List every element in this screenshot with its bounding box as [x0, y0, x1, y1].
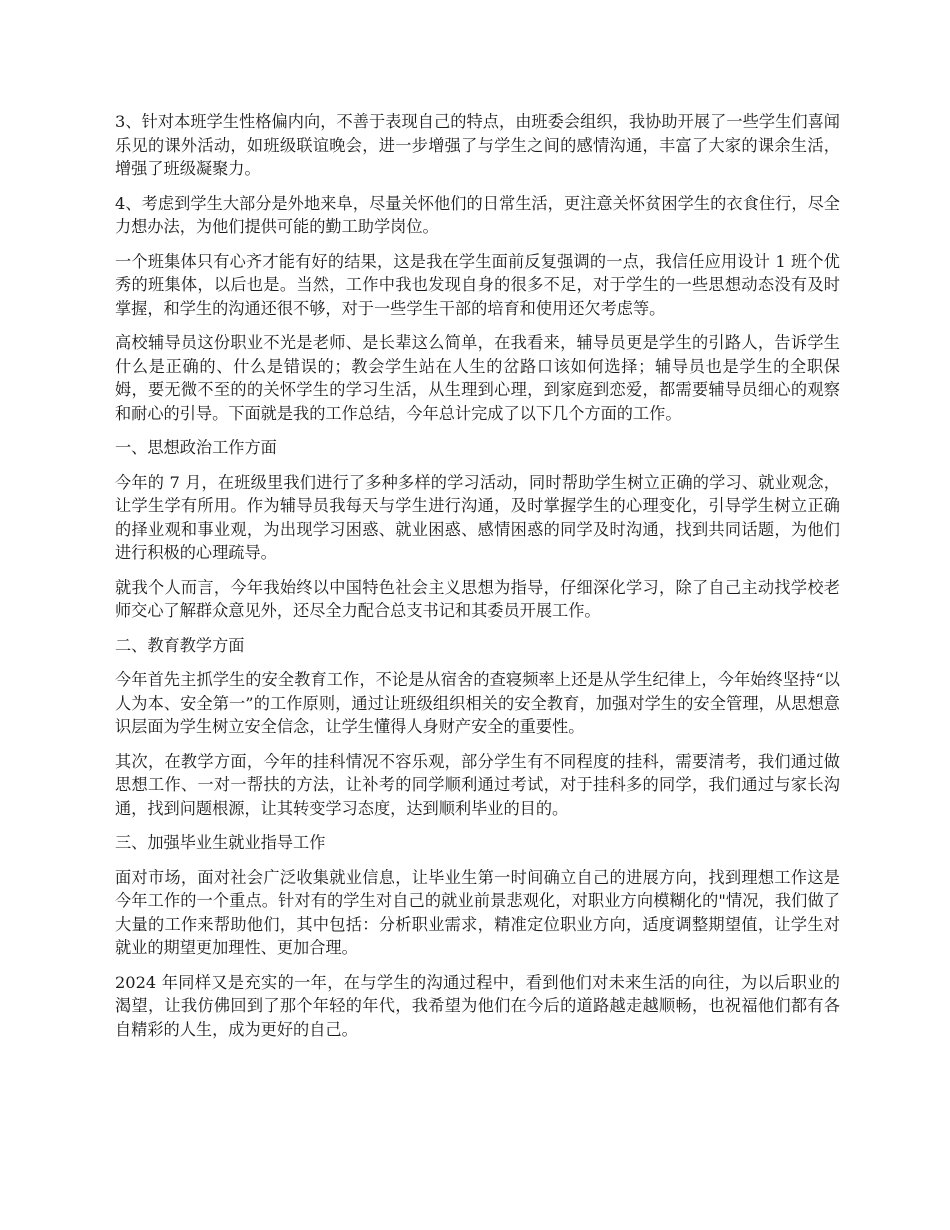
paragraph-personal-study: 就我个人而言，今年我始终以中国特色社会主义思想为指导，仔细深化学习，除了自己主动找学校老师交心了解群众意见外，还尽全力配合总支书记和其委员开展工作。	[115, 577, 840, 620]
paragraph-student-care: 4、考虑到学生大部分是外地来阜，尽量关怀他们的日常生活，更注意关怀贫困学生的衣食住行，尽全力想办法，为他们提供可能的勤工助学岗位。	[115, 193, 840, 236]
section-heading-teaching: 二、教育教学方面	[115, 635, 245, 655]
section-heading-ideology: 一、思想政治工作方面	[115, 438, 277, 457]
paragraph-job-guidance: 面对市场，面对社会广泛收集就业信息，让毕业生第一时间确立自己的进展方向，找到理想工作这是今年工作的一个重点。针对有的学生对自己的就业前景悲观化，对职业方向模糊化的"情况，我们做了大量的工作来帮助他们，其中包括：分析职业需求，精准定位职业方向，适度调整期望值，让学生对就业的期望更加理性、更加合理。	[115, 867, 840, 957]
paragraph-exam-failures: 其次，在教学方面，今年的挂科情况不容乐观，部分学生有不同程度的挂科，需要清考，我们通过做思想工作、一对一帮扶的方法，让补考的同学顺利通过考试，对于挂科多的同学，我们通过与家长沟通，找到问题根源，让其转变学习态度，达到顺利毕业的目的。	[115, 751, 840, 818]
paragraph-class-unity: 一个班集体只有心齐才能有好的结果，这是我在学生面前反复强调的一点，我信任应用设计 1 班个优秀的班集体，以后也是。当然，工作中我也发现自身的很多不足，对于学生的一些思想动态没有及时掌握，和学生的沟通还很不够，对于一些学生干部的培育和使用还欠考虑等。	[115, 251, 840, 318]
paragraph-july-activities: 今年的 7 月，在班级里我们进行了多种多样的学习活动，同时帮助学生树立正确的学习、就业观念，让学生学有所用。作为辅导员我每天与学生进行沟通，及时掌握学生的心理变化，引导学生树立正确的择业观和事业观，为出现学习困惑、就业困惑、感情困惑的同学及时沟通，找到共同话题，为他们进行积极的心理疏导。	[115, 472, 840, 562]
paragraph-class-activities: 3、针对本班学生性格偏内向，不善于表现自己的特点，由班委会组织，我协助开展了一些学生们喜闻乐见的课外活动，如班级联谊晚会，进一步增强了与学生之间的感情沟通，丰富了大家的课余生活，增强了班级凝聚力。	[115, 112, 840, 178]
paragraph-safety-education: 今年首先主抓学生的安全教育工作，不论是从宿舍的查寝频率上还是从学生纪律上，今年始终坚持“以人为本、安全第一”的工作原则，通过让班级组织相关的安全教育，加强对学生的安全管理，从思想意识层面为学生树立安全信念，让学生懂得人身财产安全的重要性。	[115, 670, 840, 736]
section-heading-employment: 三、加强毕业生就业指导工作	[115, 833, 326, 852]
paragraph-closing: 2024 年同样又是充实的一年，在与学生的沟通过程中，看到他们对未来生活的向往，为以后职业的渴望，让我仿佛回到了那个年轻的年代，我希望为他们在今后的道路越走越顺畅，也祝福他们都有各自精彩的人生，成为更好的自己。	[115, 972, 840, 1039]
paragraph-counselor-role: 高校辅导员这份职业不光是老师、是长辈这么简单，在我看来，辅导员更是学生的引路人，告诉学生什么是正确的、什么是错误的；教会学生站在人生的岔路口该如何选择；辅导员也是学生的全职保姆，要无微不至的的关怀学生的学习生活，从生理到心理，到家庭到恋爱，都需要辅导员细心的观察和耐心的引导。下面就是我的工作总结，今年总计完成了以下几个方面的工作。	[115, 333, 840, 423]
document-body	[115, 110, 840, 1052]
